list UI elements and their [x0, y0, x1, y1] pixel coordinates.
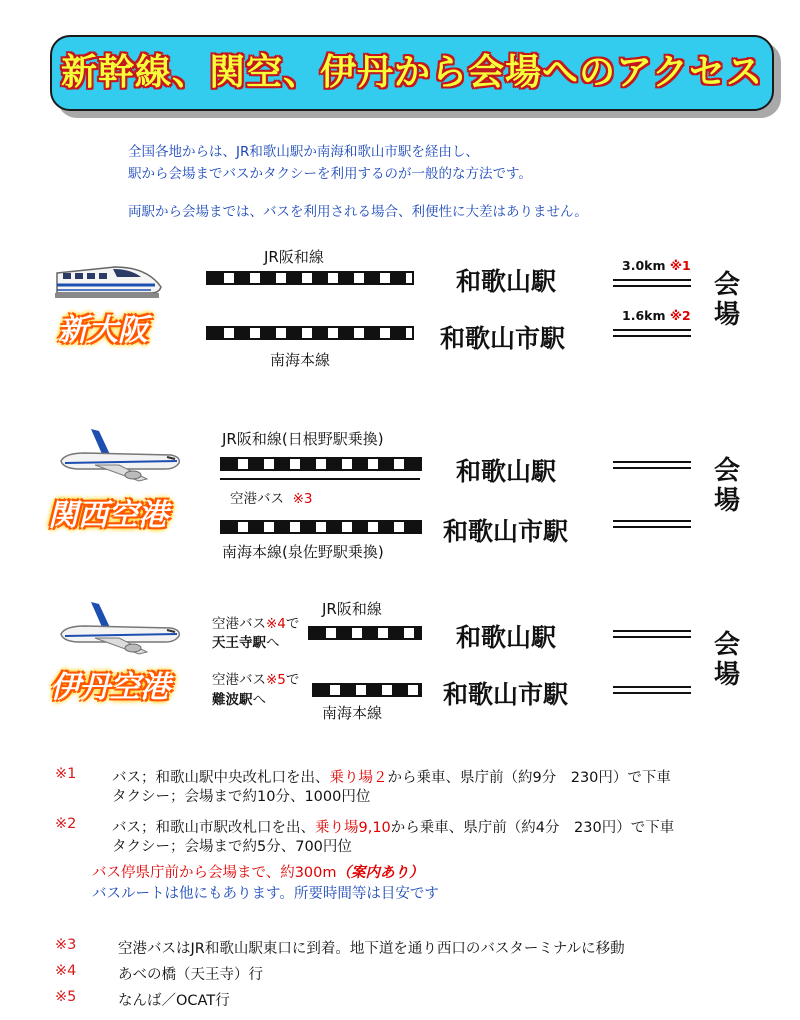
note-4: あべの橋（天王寺）行 [118, 967, 263, 983]
intro-line-3: 両駅から会場までは、バスを利用される場合、利便性に大差はありません。 [128, 204, 588, 220]
note-3: 空港バスはJR和歌山駅東口に到着。地下道を通り西口のバスターミナルに移動 [118, 941, 625, 957]
line-label-jr: JR阪和線 [322, 600, 382, 618]
route-wakayamashi-venue [613, 520, 691, 528]
note-2-bus: バス；和歌山市駅改札口を出、乗り場9,10から乗車、県庁前（約4分 230円）で下車 [112, 820, 675, 836]
note-2-taxi: タクシー；会場まで約5分、700円位 [112, 839, 352, 855]
note-5: なんば／OCAT行 [118, 993, 230, 1009]
venue-label: 会場 [713, 630, 740, 690]
route-wakayama-venue [613, 279, 691, 287]
station-wakayama: 和歌山駅 [456, 623, 557, 652]
note-1-bus: バス；和歌山駅中央改札口を出、乗り場２から乗車、県庁前（約9分 230円）で下車 [112, 770, 671, 786]
intro-line-1: 全国各地からは、JR和歌山駅か南海和歌山市駅を経由し、 [128, 144, 479, 160]
origin-kansai-airport: 関西空港 [48, 498, 168, 533]
route-wakayamashi-venue [613, 329, 691, 337]
intro-line-2: 駅から会場までバスかタクシーを利用するのが一般的な方法です。 [128, 166, 532, 182]
station-wakayamashi: 和歌山市駅 [443, 517, 569, 546]
note-4-mark: ※4 [55, 963, 77, 979]
namba-station-label: 難波駅へ [212, 692, 266, 708]
rail-nankai [312, 683, 422, 697]
line-label-nankai: 南海本線 [270, 351, 331, 369]
line-label-jr-hineno: JR阪和線(日根野駅乗換) [222, 430, 384, 448]
airplane-icon [55, 598, 185, 660]
origin-shin-osaka: 新大阪 [58, 313, 148, 348]
note-5-mark: ※5 [55, 989, 77, 1005]
station-wakayama: 和歌山駅 [456, 267, 557, 296]
route-wakayama-venue [613, 461, 691, 469]
rail-jr-hanwa [206, 271, 414, 285]
note-3-mark: ※3 [55, 937, 77, 953]
station-wakayamashi: 和歌山市駅 [440, 324, 566, 353]
tennoji-station-label: 天王寺駅へ [212, 635, 280, 651]
shinkansen-icon [55, 255, 165, 301]
airport-bus-label: 空港バス ※3 [230, 491, 313, 507]
bus-route-line [220, 478, 420, 480]
station-wakayama: 和歌山駅 [456, 457, 557, 486]
venue-label: 会場 [713, 456, 740, 516]
bus-to-tennoji: 空港バス※4で [212, 616, 300, 632]
line-label-nankai-izumisano: 南海本線(泉佐野駅乗換) [222, 543, 384, 561]
distance-1: 3.0km ※1 [622, 258, 691, 273]
bus-walk-note: バス停県庁前から会場まで、約300m（案内あり） [92, 865, 424, 881]
rail-jr-hanwa [220, 457, 422, 471]
page-title: 新幹線、関空、伊丹から会場へのアクセス [61, 52, 763, 93]
rail-nankai [206, 326, 414, 340]
airplane-icon [55, 425, 185, 487]
origin-itami-airport: 伊丹空港 [50, 670, 170, 705]
station-wakayamashi: 和歌山市駅 [443, 680, 569, 709]
note-1-mark: ※1 [55, 766, 77, 782]
note-2-mark: ※2 [55, 816, 77, 832]
line-label-nankai: 南海本線 [322, 704, 383, 722]
distance-2: 1.6km ※2 [622, 308, 691, 323]
bus-route-note: バスルートは他にもあります。所要時間等は目安です [92, 886, 439, 902]
route-wakayama-venue [613, 630, 691, 638]
line-label-jr: JR阪和線 [264, 248, 324, 266]
note-1-taxi: タクシー；会場まで約10分、1000円位 [112, 789, 371, 805]
rail-jr-hanwa [308, 626, 422, 640]
bus-to-namba: 空港バス※5で [212, 672, 300, 688]
rail-nankai [220, 520, 422, 534]
venue-label: 会場 [713, 270, 740, 330]
route-wakayamashi-venue [613, 686, 691, 694]
